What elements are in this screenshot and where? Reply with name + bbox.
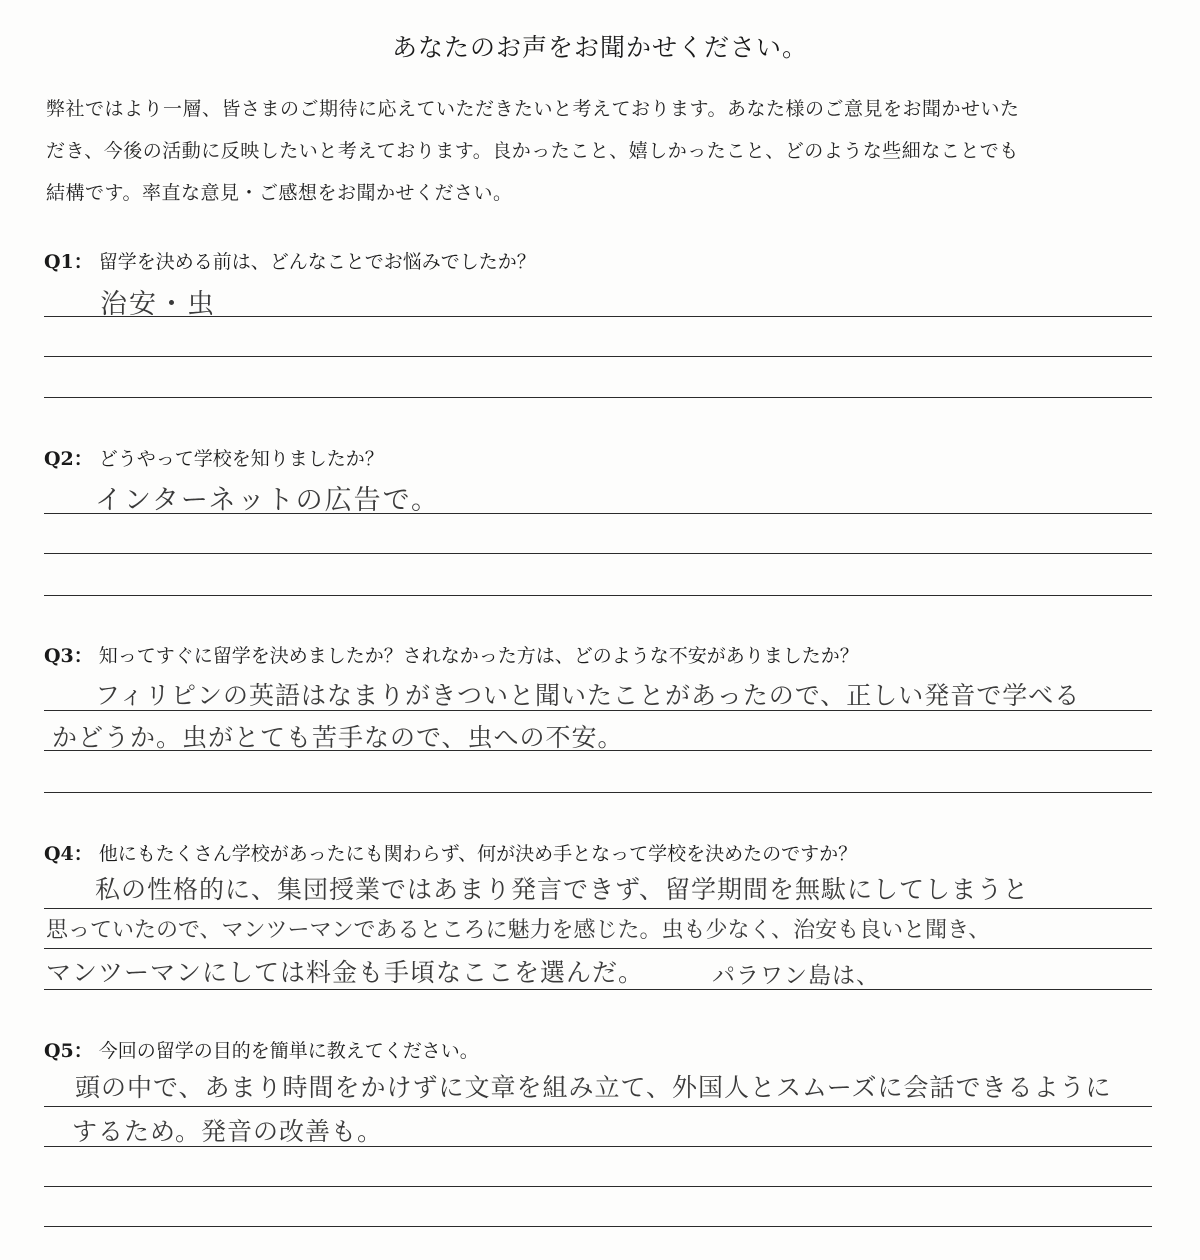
question-q3 (44, 641, 859, 668)
answer-line: インターネットの広告で。 (95, 485, 441, 516)
answer-rule (44, 792, 1152, 793)
question-number: Q4： (44, 843, 93, 865)
answer-line: マンツーマンにしては料金も手頃なここを選んだ。 (46, 958, 645, 987)
answer-rule (44, 595, 1152, 596)
intro-paragraph (46, 88, 1156, 214)
question-text: 知ってすぐに留学を決めましたか？されなかった方は、どのような不安がありましたか？ (98, 645, 859, 667)
answer-rule (44, 513, 1152, 514)
answer-line: フィリピンの英語はなまりがきついと聞いたことがあったので、正しい発音で学べる (95, 681, 1081, 710)
answer-line: するため。発音の改善も。 (72, 1117, 384, 1146)
answer-rule (44, 750, 1152, 751)
question-text: 今回の留学の目的を簡単に教えてください。 (98, 1040, 479, 1062)
answer-rule (44, 316, 1152, 317)
answer-rule (44, 948, 1152, 949)
question-q2 (44, 444, 384, 471)
question-q5 (44, 1036, 479, 1063)
answer-line: 治安・虫 (100, 289, 216, 320)
question-text: どうやって学校を知りましたか？ (98, 448, 384, 470)
answer-rule (44, 1106, 1152, 1107)
question-text: 他にもたくさん学校があったにも関わらず、何が決め手となって学校を決めたのですか？ (98, 843, 858, 865)
question-q4 (44, 839, 857, 866)
answer-line: 私の性格的に、集団授業ではあまり発言できず、留学期間を無駄にしてしまうと (95, 875, 1030, 904)
answer-rule (44, 1146, 1152, 1147)
answer-rule (44, 397, 1152, 398)
intro-line: 結構です。率直な意見・ご感想をお聞かせください。 (46, 182, 513, 204)
answer-rule (44, 989, 1152, 990)
answer-rule (44, 553, 1152, 554)
question-text: 留学を決める前は、どんなことでお悩みでしたか？ (98, 251, 536, 273)
question-q1 (44, 247, 536, 274)
answer-line: 頭の中で、あまり時間をかけずに文章を組み立て、外国人とスムーズに会話できるように (75, 1073, 1112, 1102)
question-number: Q1： (44, 251, 93, 273)
page-title: あなたのお声をお聞かせください。 (391, 33, 808, 62)
answer-insert: パラワン島は、 (712, 963, 880, 989)
answer-rule (44, 1186, 1152, 1187)
answer-rule (44, 1226, 1152, 1227)
intro-line: だき、今後の活動に反映したいと考えております。良かったこと、嬉しかったこと、どのような些細なことでも (46, 140, 1019, 162)
answer-rule (44, 908, 1152, 909)
answer-line: かどうか。虫がとても苦手なので、虫への不安。 (52, 723, 624, 752)
question-number: Q3： (44, 645, 93, 667)
answer-rule (44, 710, 1152, 711)
intro-line: 弊社ではより一層、皆さまのご期待に応えていただきたいと考えております。あなた様のご意見をお聞かせいた (46, 98, 1020, 120)
question-number: Q5： (44, 1040, 93, 1062)
answer-rule (44, 356, 1152, 357)
question-number: Q2： (44, 448, 93, 470)
answer-line: 思っていたので、マンツーマンであるところに魅力を感じた。虫も少なく、治安も良いと聞き、 (46, 918, 991, 943)
